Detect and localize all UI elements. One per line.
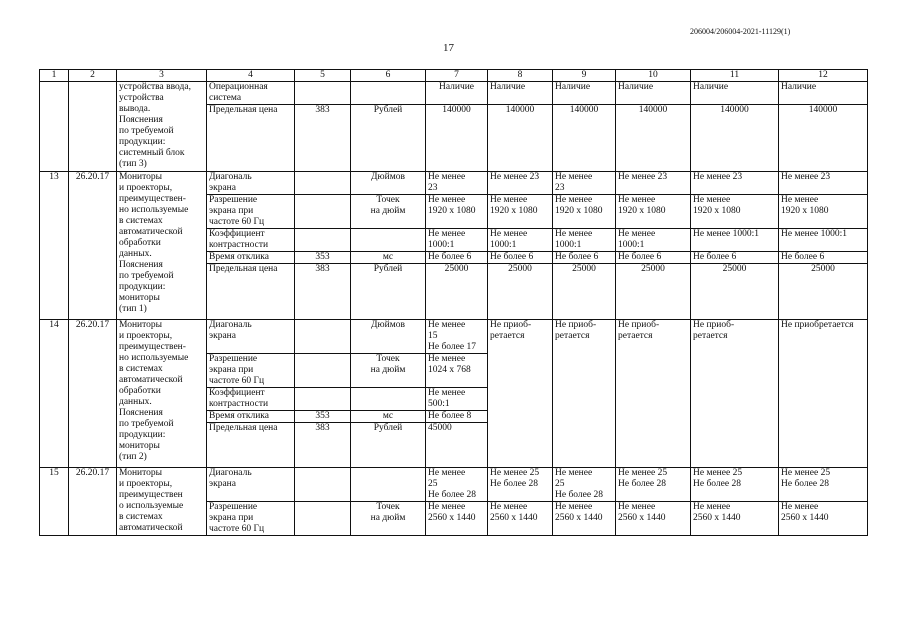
value-cell: Не приоб- ретается [553,320,616,468]
document-id: 206004/206004-2021-11129(1) [690,27,791,36]
column-header: 12 [779,70,868,82]
column-header: 6 [351,70,426,82]
unit-cell [351,82,426,105]
item-number-cell: 14 [40,320,69,468]
value-cell: Не менее 1920 x 1080 [779,195,868,229]
value-cell: Наличие [553,82,616,105]
value-cell: Не более 6 [616,252,691,264]
value-cell: Не более 6 [553,252,616,264]
value-cell: Не менее 23 [616,172,691,195]
value-cell: 25000 [553,264,616,320]
value-cell: 25000 [691,264,779,320]
item-description: Мониторы и проекторы, преимуществен о используемые в системах автоматической [117,468,207,536]
value-cell: Не менее 25 Не более 28 [488,468,553,502]
unit-cell: мс [351,411,426,423]
value-cell: 25000 [488,264,553,320]
characteristic-name: Коэффициент контрастности [207,388,295,411]
value-cell: Наличие [779,82,868,105]
column-header: 5 [295,70,351,82]
value-cell: 25000 [426,264,488,320]
okei-code-cell [295,82,351,105]
unit-cell [351,388,426,411]
okpd-code-cell [69,82,117,172]
value-cell: Не менее 1920 x 1080 [616,195,691,229]
value-cell: Не менее 2560 x 1440 [616,502,691,536]
column-header: 8 [488,70,553,82]
unit-cell: Рублей [351,105,426,172]
value-cell: Не приобретается [779,320,868,468]
okei-code-cell [295,195,351,229]
okpd-code-cell: 26.20.17 [69,172,117,320]
value-cell: Не менее 2560 x 1440 [426,502,488,536]
item-description: устройства ввода, устройства вывода. Пояснения по требуемой продукции: системный блок (тип 3) [117,82,207,172]
table-row [40,172,868,195]
value-cell: Не менее 1000:1 [488,229,553,252]
column-number-row [40,70,868,82]
value-cell: Наличие [691,82,779,105]
unit-cell [351,468,426,502]
okei-code-cell [295,388,351,411]
characteristic-name: Предельная цена [207,264,295,320]
value-cell: Не менее 2560 x 1440 [553,502,616,536]
value-cell: Не менее 25 Не более 28 [779,468,868,502]
unit-cell: Дюймов [351,172,426,195]
value-cell: 45000 [426,423,488,468]
okei-code-cell [295,320,351,354]
value-cell: Не менее 1920 x 1080 [488,195,553,229]
characteristic-name: Предельная цена [207,423,295,468]
okei-code-cell: 353 [295,252,351,264]
table-row [40,82,868,105]
value-cell: Не менее 500:1 [426,388,488,411]
column-header: 2 [69,70,117,82]
value-cell: 140000 [616,105,691,172]
column-header: 10 [616,70,691,82]
value-cell: Не менее 1920 x 1080 [691,195,779,229]
item-description: Мониторы и проекторы, преимуществен- но используемые в системах автоматической обработки данных. Пояснения по требуемой продукции: мониторы (тип 2) [117,320,207,468]
okei-code-cell [295,354,351,388]
value-cell: Не более 6 [691,252,779,264]
unit-cell: Точек на дюйм [351,354,426,388]
characteristic-name: Разрешение экрана при частоте 60 Гц [207,195,295,229]
okpd-code-cell: 26.20.17 [69,468,117,536]
item-description: Мониторы и проекторы, преимуществен- но используемые в системах автоматической обработки данных. Пояснения по требуемой продукции: мониторы (тип 1) [117,172,207,320]
okei-code-cell [295,502,351,536]
value-cell: 25000 [616,264,691,320]
value-cell: Не менее 2560 x 1440 [779,502,868,536]
value-cell: 140000 [553,105,616,172]
value-cell: 140000 [691,105,779,172]
characteristic-name: Время отклика [207,252,295,264]
characteristic-name: Коэффициент контрастности [207,229,295,252]
item-number-cell: 13 [40,172,69,320]
value-cell: Не менее 2560 x 1440 [691,502,779,536]
value-cell: Не менее 1920 x 1080 [553,195,616,229]
value-cell: Не менее 1024 x 768 [426,354,488,388]
okei-code-cell: 383 [295,264,351,320]
value-cell: Не более 8 [426,411,488,423]
page-number: 17 [443,42,454,54]
value-cell: Не менее 25 Не более 28 [691,468,779,502]
table-row [40,468,868,502]
value-cell: Не менее 23 [691,172,779,195]
okei-code-cell: 353 [295,411,351,423]
value-cell: Не менее 23 [779,172,868,195]
column-header: 1 [40,70,69,82]
value-cell: Не менее 25 Не более 28 [426,468,488,502]
value-cell: Не менее 15 Не более 17 [426,320,488,354]
value-cell: Не более 6 [779,252,868,264]
value-cell: Не менее 23 [553,172,616,195]
value-cell: Не менее 1920 x 1080 [426,195,488,229]
unit-cell: Рублей [351,423,426,468]
value-cell: 140000 [779,105,868,172]
column-header: 7 [426,70,488,82]
characteristic-name: Предельная цена [207,105,295,172]
okei-code-cell [295,468,351,502]
value-cell: Не менее 1000:1 [779,229,868,252]
characteristic-name: Операционная система [207,82,295,105]
value-cell: Не менее 2560 x 1440 [488,502,553,536]
value-cell: Не менее 1000:1 [691,229,779,252]
okei-code-cell: 383 [295,105,351,172]
characteristic-name: Диагональ экрана [207,172,295,195]
okei-code-cell [295,229,351,252]
value-cell: Не менее 23 [488,172,553,195]
item-number-cell [40,82,69,172]
value-cell: Наличие [426,82,488,105]
value-cell: 140000 [488,105,553,172]
characteristic-name: Диагональ экрана [207,468,295,502]
value-cell: 140000 [426,105,488,172]
value-cell: Не приоб- ретается [616,320,691,468]
characteristic-name: Разрешение экрана при частоте 60 Гц [207,502,295,536]
okei-code-cell [295,172,351,195]
value-cell: Не менее 1000:1 [616,229,691,252]
value-cell: Не более 6 [426,252,488,264]
unit-cell: Точек на дюйм [351,502,426,536]
column-header: 3 [117,70,207,82]
column-header: 4 [207,70,295,82]
value-cell: Наличие [488,82,553,105]
unit-cell: Точек на дюйм [351,195,426,229]
value-cell: Не менее 25 Не более 28 [553,468,616,502]
value-cell: Не более 6 [488,252,553,264]
characteristic-name: Диагональ экрана [207,320,295,354]
item-number-cell: 15 [40,468,69,536]
okpd-code-cell: 26.20.17 [69,320,117,468]
value-cell: 25000 [779,264,868,320]
value-cell: Наличие [616,82,691,105]
value-cell: Не менее 25 Не более 28 [616,468,691,502]
value-cell: Не менее 1000:1 [426,229,488,252]
column-header: 11 [691,70,779,82]
unit-cell: Рублей [351,264,426,320]
unit-cell: мс [351,252,426,264]
value-cell: Не приоб- ретается [488,320,553,468]
unit-cell: Дюймов [351,320,426,354]
characteristic-name: Разрешение экрана при частоте 60 Гц [207,354,295,388]
unit-cell [351,229,426,252]
characteristic-name: Время отклика [207,411,295,423]
value-cell: Не менее 23 [426,172,488,195]
column-header: 9 [553,70,616,82]
okei-code-cell: 383 [295,423,351,468]
value-cell: Не приоб- ретается [691,320,779,468]
value-cell: Не менее 1000:1 [553,229,616,252]
requirements-table [39,69,868,536]
table-row [40,320,868,354]
